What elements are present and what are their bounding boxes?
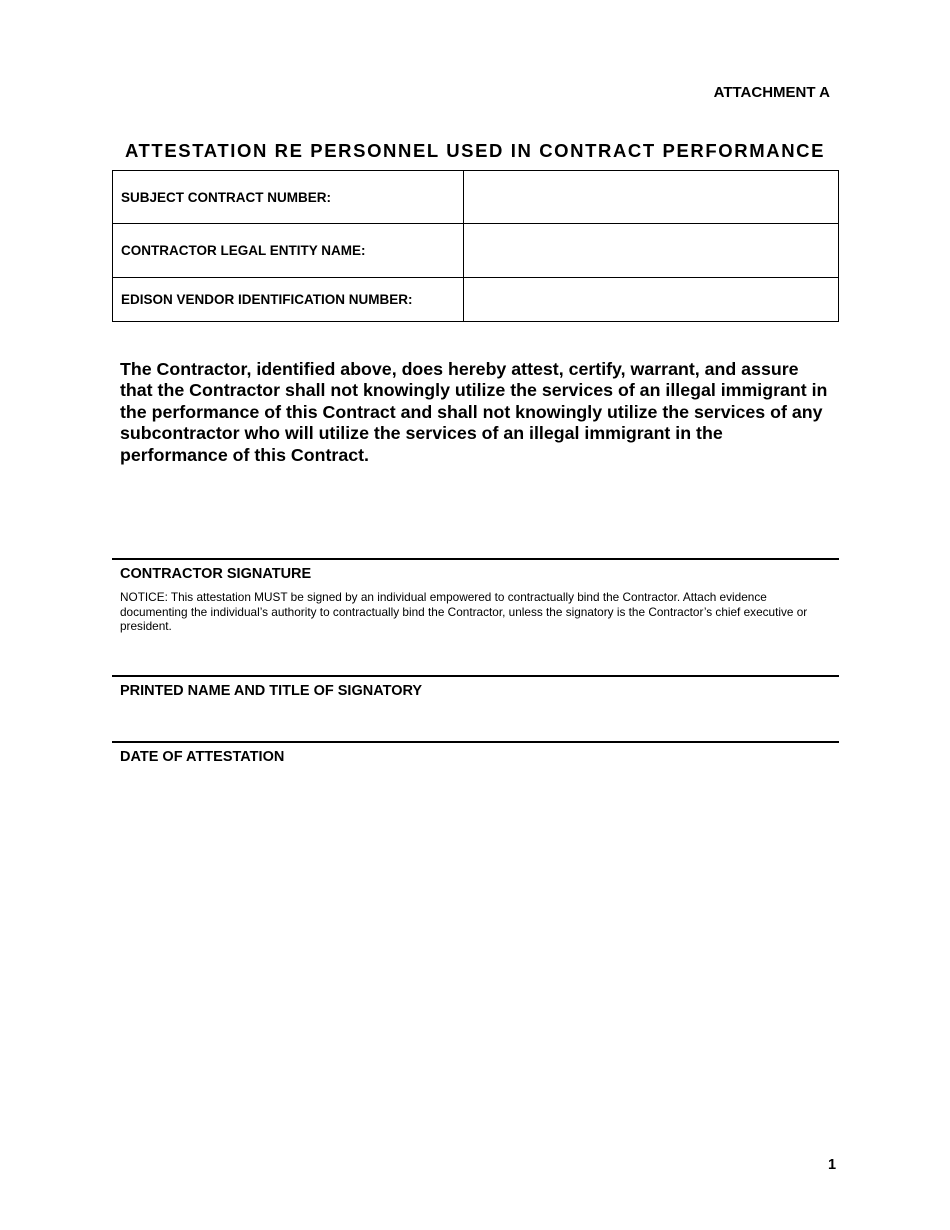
edison-vendor-id-value[interactable] bbox=[464, 278, 838, 321]
contractor-signature-field[interactable] bbox=[112, 490, 839, 558]
contract-info-table bbox=[112, 170, 839, 322]
subject-contract-number-value[interactable] bbox=[464, 171, 838, 223]
table-row bbox=[113, 171, 839, 224]
table-row bbox=[113, 278, 839, 322]
contractor-legal-entity-name-value[interactable] bbox=[464, 224, 838, 277]
document-title: ATTESTATION RE PERSONNEL USED IN CONTRACT PERFORMANCE bbox=[124, 140, 826, 161]
date-of-attestation-field[interactable] bbox=[112, 707, 839, 741]
contractor-signature-label: CONTRACTOR SIGNATURE bbox=[120, 566, 312, 582]
attachment-label: ATTACHMENT A bbox=[713, 84, 830, 101]
printed-name-field[interactable] bbox=[112, 640, 839, 675]
date-of-attestation-label: DATE OF ATTESTATION bbox=[120, 749, 285, 765]
attestation-statement: The Contractor, identified above, does hereby attest, certify, warrant, and assure that the Contractor shall not knowingly utilize the services of an illegal immigrant in the performance of this Contract and shall not knowingly utilize the services of any subcontractor who will utilize the services of an illegal immigrant in the performance of this Contract. bbox=[120, 359, 828, 465]
signature-notice: NOTICE: This attestation MUST be signed by an individual empowered to contractually bind the Contractor. Attach evidence documenting the individual’s authority to contractually bind the Contractor, unless the signatory is the Contractor’s chief executive or president. bbox=[120, 590, 808, 633]
contractor-legal-entity-name-field[interactable] bbox=[464, 224, 839, 278]
page-number: 1 bbox=[828, 1157, 837, 1173]
contractor-legal-entity-name-label: CONTRACTOR LEGAL ENTITY NAME: bbox=[113, 224, 464, 278]
subject-contract-number-field[interactable] bbox=[464, 171, 839, 224]
edison-vendor-id-field[interactable] bbox=[464, 278, 839, 322]
printed-name-label: PRINTED NAME AND TITLE OF SIGNATORY bbox=[120, 683, 423, 699]
table-row bbox=[113, 224, 839, 278]
edison-vendor-id-label: EDISON VENDOR IDENTIFICATION NUMBER: bbox=[113, 278, 464, 322]
printed-name-block bbox=[112, 675, 839, 699]
date-of-attestation-block bbox=[112, 741, 839, 765]
contractor-signature-block bbox=[112, 558, 839, 634]
subject-contract-number-label: SUBJECT CONTRACT NUMBER: bbox=[113, 171, 464, 224]
